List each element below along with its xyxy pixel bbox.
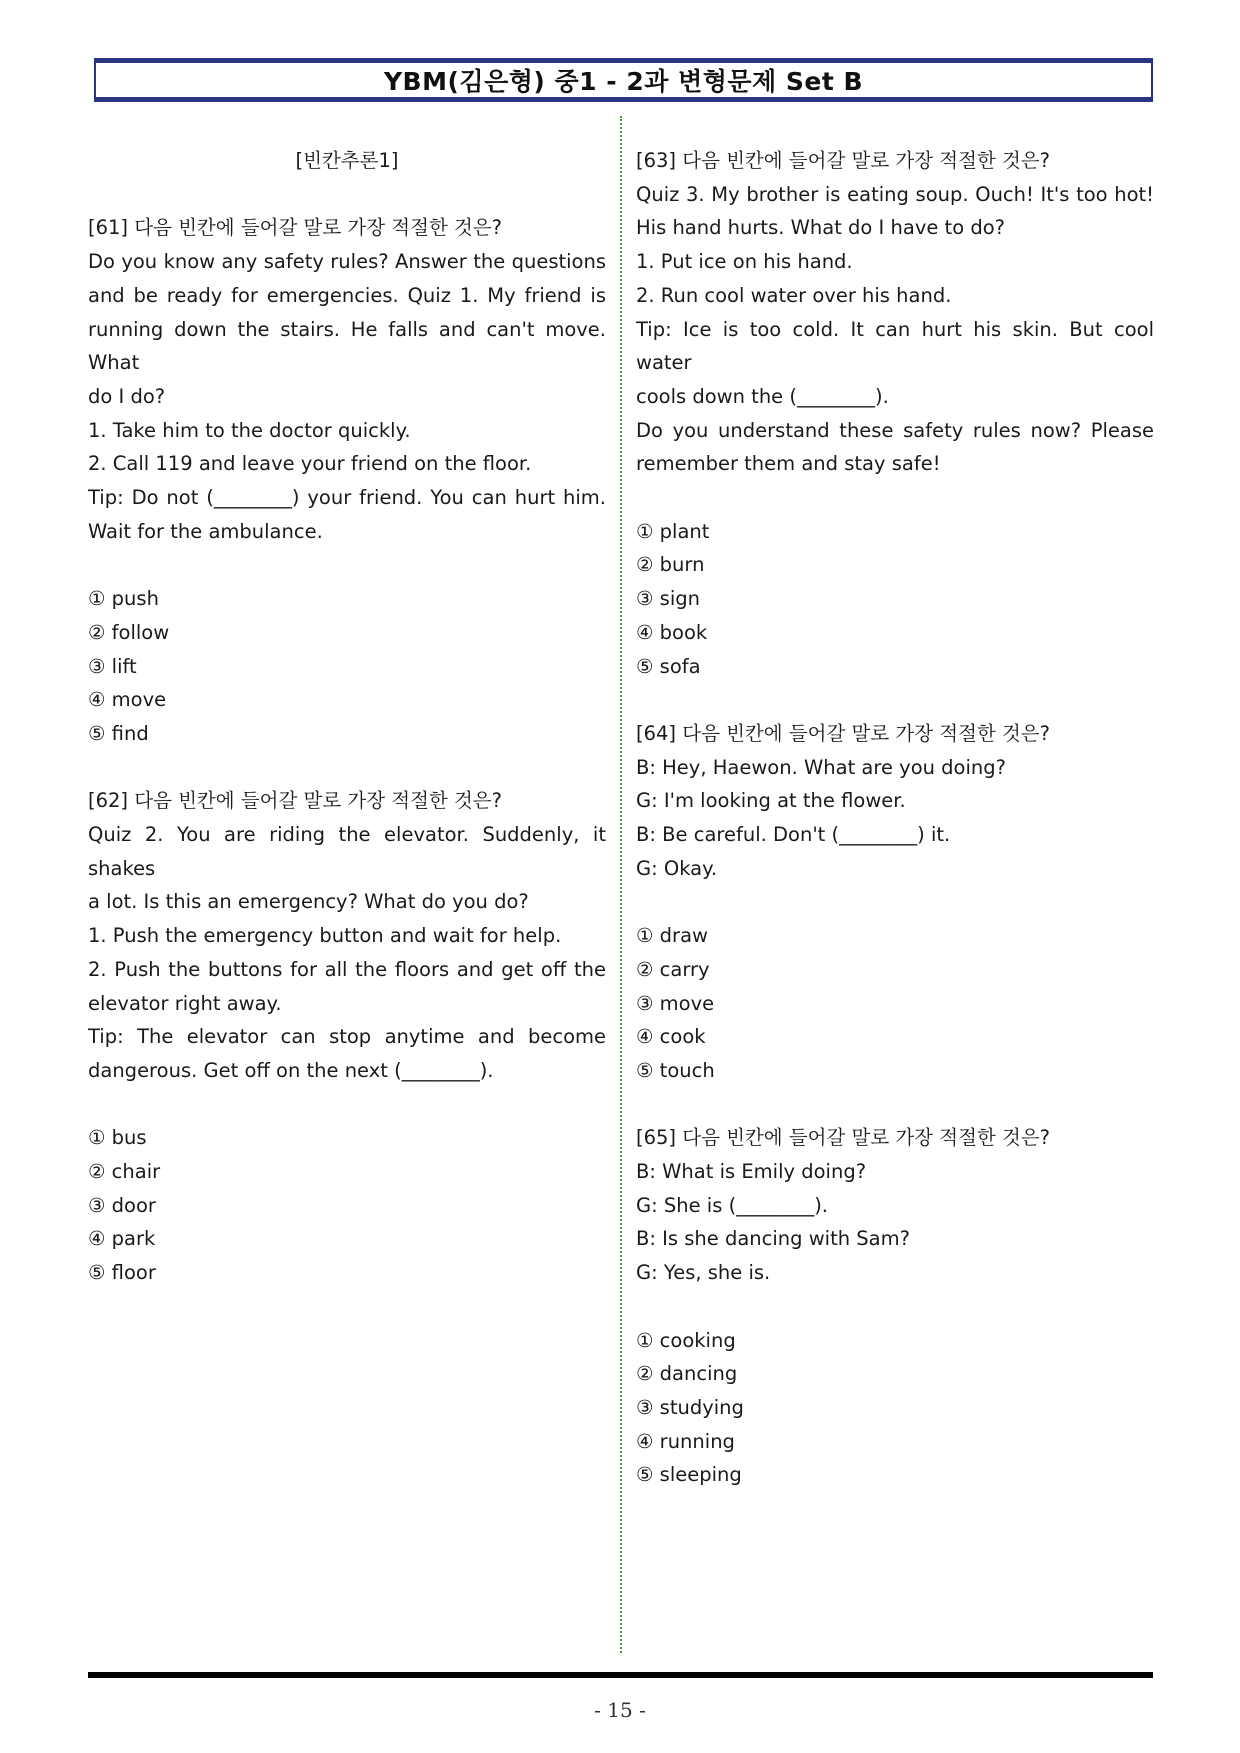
question-63 — [636, 144, 1154, 683]
passage-line: a lot. Is this an emergency? What do you do? — [88, 890, 529, 914]
page-header — [94, 58, 1153, 102]
passage-line: elevator right away. — [88, 991, 282, 1015]
passage-line: dangerous. Get off on the next (________). — [88, 1058, 494, 1082]
footer-rule — [88, 1672, 1153, 1678]
dialogue-line: B: Hey, Haewon. What are you doing? — [636, 755, 1006, 779]
page-number: - 15 - — [594, 1698, 646, 1722]
answer-option[interactable]: ④ move — [88, 688, 167, 712]
answer-option[interactable]: ④ cook — [636, 1025, 706, 1049]
answer-option[interactable]: ① bus — [88, 1126, 147, 1150]
dialogue-line: G: I'm looking at the flower. — [636, 789, 906, 813]
right-column — [636, 144, 1154, 1492]
answer-option[interactable]: ① push — [88, 587, 159, 611]
answer-option[interactable]: ② carry — [636, 957, 710, 981]
passage-line: remember them and stay safe! — [636, 452, 941, 476]
passage-line: Tip: Do not (________) your friend. You can hurt him. — [88, 486, 606, 510]
passage-line: 1. Put ice on his hand. — [636, 250, 853, 274]
answer-option[interactable]: ③ studying — [636, 1395, 744, 1419]
passage-line: 2. Run cool water over his hand. — [636, 283, 952, 307]
passage-line: His hand hurts. What do I have to do? — [636, 216, 1005, 240]
question-62 — [88, 784, 606, 1290]
answer-option[interactable]: ⑤ sofa — [636, 654, 701, 678]
column-divider — [620, 116, 622, 1653]
passage-line: 2. Push the buttons for all the floors and get off the — [88, 957, 606, 981]
passage-line: Do you know any safety rules? Answer the questions — [88, 250, 606, 274]
passage-line: Wait for the ambulance. — [88, 519, 323, 543]
passage-line: running down the stairs. He falls and can't move. What — [88, 317, 606, 375]
answer-option[interactable]: ③ door — [88, 1193, 156, 1217]
answer-option[interactable]: ④ park — [88, 1227, 156, 1251]
question-heading: [62] 다음 빈칸에 들어갈 말로 가장 적절한 것은? — [88, 789, 502, 813]
section-label: [빈칸추론1] — [295, 149, 399, 172]
question-65 — [636, 1121, 1154, 1492]
answer-option[interactable]: ① draw — [636, 924, 708, 948]
dialogue-line: B: What is Emily doing? — [636, 1160, 867, 1184]
question-61 — [88, 211, 606, 750]
page-title: YBM(김은형) 중1 - 2과 변형문제 Set B — [383, 67, 864, 96]
passage-line: Tip: Ice is too cold. It can hurt his skin. But cool water — [636, 317, 1154, 375]
left-column — [88, 144, 606, 1290]
question-heading: [64] 다음 빈칸에 들어갈 말로 가장 적절한 것은? — [636, 721, 1050, 745]
question-heading: [61] 다음 빈칸에 들어갈 말로 가장 적절한 것은? — [88, 216, 502, 240]
passage-line: Tip: The elevator can stop anytime and become — [88, 1025, 606, 1049]
answer-option[interactable]: ② chair — [88, 1160, 161, 1184]
question-heading: [63] 다음 빈칸에 들어갈 말로 가장 적절한 것은? — [636, 149, 1050, 172]
answer-option[interactable]: ③ move — [636, 991, 715, 1015]
dialogue-line: G: She is (________). — [636, 1193, 829, 1217]
answer-option[interactable]: ① plant — [636, 519, 710, 543]
passage-line: 1. Push the emergency button and wait for help. — [88, 924, 562, 948]
passage-line: do I do? — [88, 384, 166, 408]
dialogue-line: G: Yes, she is. — [636, 1261, 771, 1285]
answer-option[interactable]: ⑤ touch — [636, 1058, 715, 1082]
answer-option[interactable]: ② follow — [88, 620, 170, 644]
answer-option[interactable]: ⑤ sleeping — [636, 1463, 742, 1487]
dialogue-line: B: Be careful. Don't (________) it. — [636, 823, 951, 847]
passage-line: Do you understand these safety rules now? Please — [636, 418, 1154, 442]
answer-option[interactable]: ③ lift — [88, 654, 137, 678]
passage-line: cools down the (________). — [636, 384, 889, 408]
dialogue-line: G: Okay. — [636, 856, 718, 880]
passage-line: 2. Call 119 and leave your friend on the floor. — [88, 452, 532, 476]
passage-line: 1. Take him to the doctor quickly. — [88, 418, 411, 442]
passage-line: Quiz 2. You are riding the elevator. Suddenly, it shakes — [88, 823, 606, 880]
answer-option[interactable]: ⑤ find — [88, 721, 149, 745]
answer-option[interactable]: ② burn — [636, 553, 705, 577]
question-heading: [65] 다음 빈칸에 들어갈 말로 가장 적절한 것은? — [636, 1126, 1050, 1150]
dialogue-line: B: Is she dancing with Sam? — [636, 1227, 910, 1251]
passage-line: Quiz 3. My brother is eating soup. Ouch! It's too hot! — [636, 182, 1154, 206]
answer-option[interactable]: ① cooking — [636, 1328, 736, 1352]
passage-line: and be ready for emergencies. Quiz 1. My friend is — [88, 283, 606, 307]
question-64 — [636, 717, 1154, 1088]
answer-option[interactable]: ② dancing — [636, 1362, 738, 1386]
answer-option[interactable]: ④ book — [636, 620, 708, 644]
answer-option[interactable]: ③ sign — [636, 587, 700, 611]
answer-option[interactable]: ⑤ floor — [88, 1261, 156, 1285]
answer-option[interactable]: ④ running — [636, 1429, 735, 1453]
